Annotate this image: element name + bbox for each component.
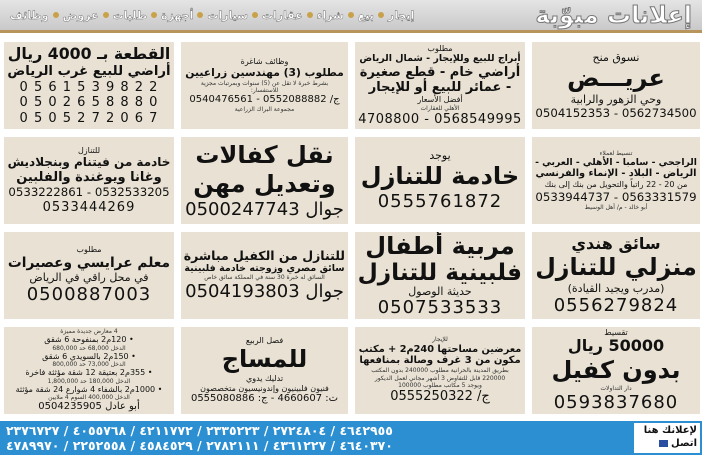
category-item[interactable]: عروض [62, 8, 99, 22]
ad-text: وحي الزهور والرابية [570, 92, 662, 106]
category-item[interactable]: بيع [357, 8, 374, 22]
ad-text: فنيون فلبينيون وإندونيسيون متخصصون [200, 383, 329, 393]
ad-phone: 0540476561 - 0552088882 /ج [189, 94, 340, 106]
ad-text: نسوق منح [592, 50, 640, 64]
ad-text: • 150م2 بالسويدي 6 شقق [42, 351, 136, 361]
ad-text: منزلي للتنازل [535, 253, 697, 282]
ad-text: مطلوب [76, 245, 102, 255]
ad-text: خادمة للتنازل [360, 161, 520, 190]
bullet-icon [197, 12, 203, 18]
ad-phone: 0507533533 [377, 297, 503, 319]
bullet-icon [53, 12, 59, 18]
ad-text: دار التداولات [600, 384, 632, 392]
advertise-here-box[interactable] [634, 423, 700, 453]
ad-phone: 0 5 6 1 5 3 9 8 2 2 [19, 79, 159, 95]
ad-text: نقل كفالات [195, 140, 334, 169]
ad-card [532, 42, 700, 129]
ad-card [355, 232, 525, 319]
ad-text: سائق هندي [571, 234, 661, 254]
ad-text: 50000 ريال [567, 336, 665, 356]
phone-line-1: ٤٦٤٢٩٥٥ / ٢٧٢٤٨٠٤ / ٢٣٣٥٢٢٣ / ٤٢١١٧٧٢ / ٤٠٥٥٧٦٨ / ٢٣٧٦٧٢٧ [6, 423, 393, 438]
bullet-icon [348, 12, 354, 18]
classified-ads-grid [3, 42, 700, 414]
ad-text: الدخل 180,000 حد 1,800,000 [47, 377, 131, 385]
ad-card [181, 42, 348, 129]
ad-text: 220000 قابل للتفاوض 3 أشهر مجاني لعمل الديكور [374, 374, 506, 382]
category-item[interactable]: عقارات [262, 8, 303, 22]
ad-text: في محل راقي في الرياض [29, 271, 149, 285]
ad-card [181, 327, 348, 414]
ad-text: تدليك يدوي [245, 374, 284, 384]
ad-text: حديثة الوصول [408, 284, 472, 298]
ad-text: - عمائر للبيع أو للإيجار [368, 79, 512, 95]
ad-phone: ت: 4660607 - ج: 0555080886 [190, 393, 339, 405]
ad-text: يوجد [429, 148, 451, 162]
ad-phone: 0555250322 /ج [390, 388, 490, 404]
ad-card [4, 327, 174, 414]
ad-text: القطعة بـ 4000 ريال [7, 43, 171, 63]
ad-text: تقسيط [604, 328, 628, 338]
ad-text: 4 معارض جديدة مميزة [60, 328, 118, 336]
ad-text: الأهلي للعقارات [420, 104, 460, 112]
ad-text: أراضي خام - قطع صغيرة [359, 64, 521, 80]
envelope-icon [659, 440, 668, 447]
ad-text: للمساج [221, 345, 308, 374]
ad-text: الدخل 68,000 حد 680,000 [52, 344, 126, 352]
ad-phone: 0593837680 [553, 391, 679, 413]
ad-text: من 20 - 22 راتباً والتحويل من بنك إلى بنك [544, 180, 688, 190]
category-item[interactable]: إيجار [387, 8, 415, 22]
category-item[interactable]: أجهزة [161, 8, 194, 22]
ad-card [4, 42, 174, 129]
ad-phone: 0500247743 جوال [185, 198, 344, 220]
ad-card [532, 232, 700, 319]
ad-card [181, 137, 348, 224]
category-item[interactable]: شراء [316, 8, 344, 22]
ad-text: السائق له خبرة 30 سنة في المملكة سائق خاص [204, 274, 325, 282]
ad-text: الدخل 73,000 حد 800,000 [52, 361, 126, 369]
ad-text: مربية أطفال [365, 232, 515, 260]
ad-phone: 0533944737 - 0563331579 [535, 189, 697, 204]
ad-text: عريـــض [567, 64, 665, 93]
ad-text: معرضين مساحتها 240م2 + مكتب [358, 343, 522, 355]
ad-text: الرياض - البلاد - الإنماء والفرنسي [535, 168, 697, 180]
ad-text: الراجحي - سامبا - الأهلي - العربي - [535, 157, 697, 169]
ad-text: • 355م2 بعتيقة 12 شقة مؤثثة فاخرة [25, 368, 153, 378]
ad-text: فصل الربيع [245, 335, 284, 345]
ad-text: مطلوب [427, 43, 453, 53]
ad-text: (مدرب ويجيد القيادة) [567, 281, 665, 295]
page-header [0, 0, 702, 33]
bullet-icon [252, 12, 258, 18]
ad-text: للتنازل [77, 145, 101, 155]
footer-contact-bar [0, 421, 702, 455]
ad-card [355, 327, 525, 414]
ad-card [4, 137, 174, 224]
ad-text: معلم عرايسي وعصيرات [7, 254, 171, 271]
ad-text: فلبينية للتنازل [357, 258, 522, 286]
ad-phone: 0504235905 أبو عادل [38, 401, 140, 413]
page-title: إعلانات مبوّبة [535, 1, 692, 29]
ad-card [355, 137, 525, 224]
ad-phone: 0 5 0 2 6 5 8 8 8 0 [19, 95, 159, 111]
ad-phone: 0555761872 [377, 190, 503, 212]
phone-numbers [0, 423, 634, 453]
ad-card [532, 137, 700, 224]
ad-text: وظائف شاغرة [240, 57, 289, 67]
ad-text: للتنازل من الكفيل مباشرة [183, 247, 345, 263]
ad-text: وتعديل مهن [193, 169, 336, 198]
ad-phone: 0533222861 - 0532533205 [8, 185, 170, 200]
ad-text: تنسيط لعملاء [599, 150, 633, 158]
ad-text: للإيجار [432, 336, 448, 344]
ad-phone: 0504193803 جوال [185, 281, 344, 303]
ad-text: مطلوب (3) مهندسين زراعيين [185, 66, 344, 80]
ad-text: • 120م2 بمنفوحة 6 شقق [44, 335, 134, 345]
ad-card [4, 232, 174, 319]
ad-text: بدون كفيل [551, 356, 681, 385]
ad-text: سائق مصري وزوجته خادمة فلبينية [184, 262, 345, 274]
ad-text: بطريق المدينة بالحرانية مطلوب 240000 بدون المكتب [371, 367, 509, 375]
ad-text: أفضل الأسعار [417, 95, 463, 105]
ad-phone: 0 5 0 5 2 7 2 0 6 7 [19, 110, 159, 126]
contact-label: اتصل [671, 438, 697, 449]
advertise-here-label: لإعلانك هنا [643, 425, 697, 436]
ad-text: وغانا ويوغندة والفلبين [16, 169, 162, 185]
ad-text: أراضي للبيع غرب الرياض [7, 63, 171, 79]
ad-phone: 0556279824 [553, 295, 679, 317]
ad-phone: 0504152353 - 0562734500 [535, 106, 697, 121]
ad-text: خادمة من فيتنام وبنجلاديش [7, 155, 171, 170]
category-list [10, 9, 414, 22]
ad-text: للاستفسار: [250, 87, 279, 95]
category-item[interactable]: وظائف [10, 8, 49, 22]
ad-text: أبراج للبيع وللإيجار - شمال الرياض [359, 53, 521, 65]
ad-text: بشرط خبرة لا تقل عن (5) سنوات وبمرتبات مجزية [200, 79, 329, 87]
bullet-icon [103, 12, 109, 18]
bullet-icon [378, 12, 384, 18]
bullet-icon [307, 12, 313, 18]
ad-card [355, 42, 525, 129]
category-item[interactable]: طلبات [112, 8, 148, 22]
ad-text: الدخل 400,000 السوم 4 ملايين [48, 394, 130, 402]
ad-text: ويوجد 5 مكاتب مطلوب 100000 [398, 381, 482, 389]
ad-text: • 1000م2 بالشفاء 4 شوارع 24 شقة مؤثثة [15, 384, 163, 394]
ad-text: مكون من 3 غرف وصالة بمنافعها [359, 355, 521, 367]
phone-line-2: ٤٦٤٠٣٧٠ / ٤٣٦١٢٢٧ / ٢٧٨٢١١١ / ٤٥٨٤٥٢٩ / ٢٢٥٢٥٥٨ / ٤٧٨٩٩٧٠ [6, 438, 393, 453]
ad-card [532, 327, 700, 414]
ad-phone: 4708800 - 0568549995 [358, 111, 522, 127]
category-item[interactable]: سيارات [207, 8, 248, 22]
ad-text: أبو خالد - م/ أهل الوسيط [584, 203, 648, 211]
ad-card [181, 232, 348, 319]
bullet-icon [151, 12, 157, 18]
ad-phone: 0533444269 [42, 199, 136, 215]
ad-phone: 0500887003 [26, 284, 152, 306]
ad-text: مجموعة البراك الزراعية [234, 106, 295, 114]
